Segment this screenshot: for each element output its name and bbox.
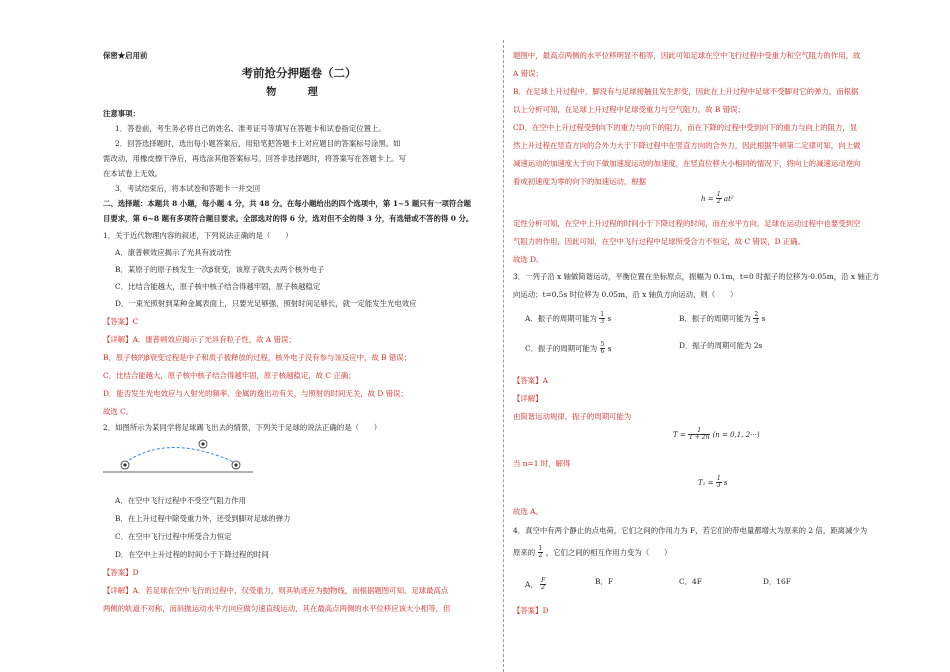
q2-explain-6: 以上分析可知，在足球上升过程中足球受重力与空气阻力，故 B 错误； — [513, 105, 745, 114]
q2-explain-7: CD．在空中上升过程受到向下的重力与向下的阻力，而在下降的过程中受到向下的重力与向上的阻力，显 — [513, 123, 858, 132]
q1-stem: 1．关于近代物理内容的叙述，下列说法正确的是（ ） — [103, 231, 293, 240]
q1-explain-3: C．比结合能越大，原子核中核子结合得越牢固，原子核越稳定，故 C 正确； — [103, 371, 356, 380]
q2-explain-1: 【详解】A．若足球在空中飞行的过程中，仅受重力，则其轨迹应为抛物线，而根据题图可知，足球最高点 — [103, 586, 449, 595]
q1-explain-1: 【详解】A．康普顿效应揭示了光具有粒子性，故 A 错误； — [103, 335, 296, 344]
football-trajectory-figure — [103, 438, 263, 478]
note-2a: 2．回答选择题时，选出每小题答案后，用铅笔把答题卡上对应题目的答案标号涂黑。如 — [115, 139, 401, 148]
period-result-formula: T₁ = $\frac{1}{3}$ s — [698, 475, 728, 490]
q3-detail-label: 【详解】 — [513, 394, 543, 403]
section-2-line-2: 目要求，第 6~8 题有多项符合题目要求。全部选对的得 6 分，选对但不全的得 3 分，有选错或不答的得 0 分。 — [103, 214, 474, 223]
formula-numerator: 1 — [716, 191, 721, 198]
q3-option-b: B．振子的周期可能为 $\frac{2}{3}$ s — [679, 311, 766, 326]
q4-option-c: C．4F — [679, 577, 702, 586]
q3-answer: 【答案】A — [513, 376, 548, 385]
q4-option-d: D．16F — [763, 577, 791, 586]
q2-explain-13: 故选 D。 — [513, 255, 544, 264]
q3-explain-3: 故选 A。 — [513, 507, 543, 516]
notes-heading: 注意事项： — [103, 109, 140, 118]
formula-denominator: 2 — [716, 198, 721, 206]
q3-option-a: A．振子的周期可能为 $\frac{1}{3}$ s — [525, 311, 612, 326]
football-end-icon — [232, 461, 240, 469]
q2-option-b: B．在上升过程中除受重力外，还受到脚对足球的弹力 — [115, 514, 291, 523]
q4-options-row — [525, 578, 905, 592]
q1-option-d: D．一束光照射到某种金属表面上，只要光足够强，照射时间足够长，就一定能发生光电效应 — [115, 299, 417, 308]
secret-label: 保密★启用前 — [103, 51, 148, 60]
q2-explain-10: 看成初速度为零的向下的加速运动，根据 — [513, 177, 647, 186]
q2-option-d: D．在空中上升过程的时间小于下降过程的时间 — [115, 550, 269, 559]
note-2b: 需改动，用橡皮擦干净后，再选涂其他答案标号。回答非选择题时，将答案写在答题卡上。写 — [103, 154, 407, 163]
q1-option-b: B．某原子的原子核发生一次β衰变，该原子就失去两个核外电子 — [115, 265, 325, 274]
q2-option-c: C．在空中飞行过程中所受合力恒定 — [115, 532, 232, 541]
q2-stem: 2．如图所示为某同学将足球踢飞出去的情景，下列关于足球的说法正确的是（ ） — [103, 423, 382, 432]
kinematics-formula — [701, 192, 734, 206]
section-2-line-1: 二、选择题：本题共 8 小题，每小题 4 分，共 48 分。在每小题给出的四个选项中，第 1~5 题只有一项符合题 — [103, 199, 472, 208]
note-2c: 在本试卷上无效。 — [103, 169, 163, 178]
q3-stem-2: 向运动；t=0.5s 时位移为 0.05m，沿 x 轴负方向运动，则（ ） — [513, 290, 738, 299]
formula-rhs: at² — [723, 194, 734, 203]
q2-option-a: A．在空中飞行过程中不受空气阻力作用 — [115, 496, 246, 505]
q1-answer: 【答案】C — [103, 317, 139, 326]
q2-explain-5: B．在足球上升过程中，脚没有与足球接触且发生形变，因此在上升过程中足球不受脚对它的弹力，而根据 — [513, 87, 859, 96]
note-3: 3．考试结束后，将本试卷和答题卡一并交回 — [115, 184, 261, 193]
q3-explain-1: 由简谐运动规律，振子的周期可能为 — [513, 412, 632, 421]
q4-stem-2: 原来的 $\frac{1}{2}$ ，它们之间的相互作用力变为（ ） — [513, 545, 672, 560]
column-divider — [503, 40, 504, 672]
q4-stem-1: 4．真空中有两个静止的点电荷，它们之间的作用力为 F，若它们的带电量都增大为原来的 2 倍，距离减少为 — [513, 526, 868, 535]
formula-fraction — [716, 192, 722, 206]
period-formula: T = $\frac{1}{1 + 2n}$ (n = 0,1, 2···) — [673, 427, 760, 442]
trajectory-curve — [125, 448, 236, 464]
q4-option-b: B．F — [595, 577, 613, 586]
q2-explain-4: A 错误； — [513, 69, 543, 78]
q3-options-row-2 — [525, 342, 905, 356]
q1-option-a: A．康普顿效应揭示了光具有波动性 — [115, 248, 232, 257]
q1-explain-4: D．能否发生光电效应与入射光的频率、金属的逸出功有关，与照射的时间无关，故 D 错误； — [103, 389, 408, 398]
q1-explain-5: 故选 C。 — [103, 407, 134, 416]
q3-option-d: D．振子的周期可能为 2s — [679, 341, 763, 350]
q4-answer: 【答案】D — [513, 606, 549, 615]
q2-answer: 【答案】D — [103, 568, 139, 577]
q3-stem-1: 3．一列子沿 x 轴做简谐运动，平衡位置在坐标原点，振幅为 0.1m，t=0 时振子的位移为-0.05m，沿 x 轴正方 — [513, 272, 880, 281]
q4-option-a: A． $\frac{F}{2}$ — [525, 577, 546, 592]
q2-explain-9: 减速运动的加速度大于向下做加速度运动的加速度，在竖直位移大小相同的情况下，将向上的减速运动逆向 — [513, 159, 861, 168]
formula-lhs: h = — [701, 194, 714, 203]
q2-explain-11: 定性分析可知，在空中上升过程的时间小于下降过程的时间，而在水平方向，足球在运动过程中也要受到空 — [513, 219, 861, 228]
note-1: 1．答卷前，考生务必将自己的姓名、准考证号等填写在答题卡和试卷指定位置上。 — [115, 124, 386, 133]
q1-option-c: C．比结合能越大，原子核中核子结合得越牢固，原子核越稳定 — [115, 282, 321, 291]
q2-explain-8: 然上升过程在竖直方向的合外力大于下降过程中在竖直方向的合外力，因此根据牛顿第二定律可知，向上做 — [513, 141, 861, 150]
subject-title: 物 理 — [266, 87, 332, 98]
football-top-icon — [199, 440, 207, 448]
q2-explain-12: 气阻力的作用，因此可知，在空中飞行过程中足球所受合力不恒定，故 C 错误，D 正确。 — [513, 237, 806, 246]
q3-explain-2: 当 n=1 时，解得 — [513, 459, 571, 468]
exam-title: 考前抢分押题卷（二） — [241, 66, 357, 80]
q2-explain-2: 两侧的轨道不对称，而斜抛运动水平方向应做匀速直线运动，其在最高点两侧的水平位移应该大小相等，但 — [103, 604, 451, 613]
q1-explain-2: B．原子核的β衰变过程是中子和质子被释放的过程，核外电子没有参与该反应中，故 B 错误； — [103, 353, 412, 362]
football-start-icon — [121, 461, 129, 469]
q3-option-c: C．振子的周期可能为 $\frac{5}{6}$ s — [525, 341, 612, 356]
q2-explain-3: 题图中，最高点两侧的水平位移明显不相等，因此可知足球在空中飞行过程中受重力和空气阻力的作用，故 — [513, 51, 861, 60]
q3-options-row-1 — [525, 312, 905, 326]
